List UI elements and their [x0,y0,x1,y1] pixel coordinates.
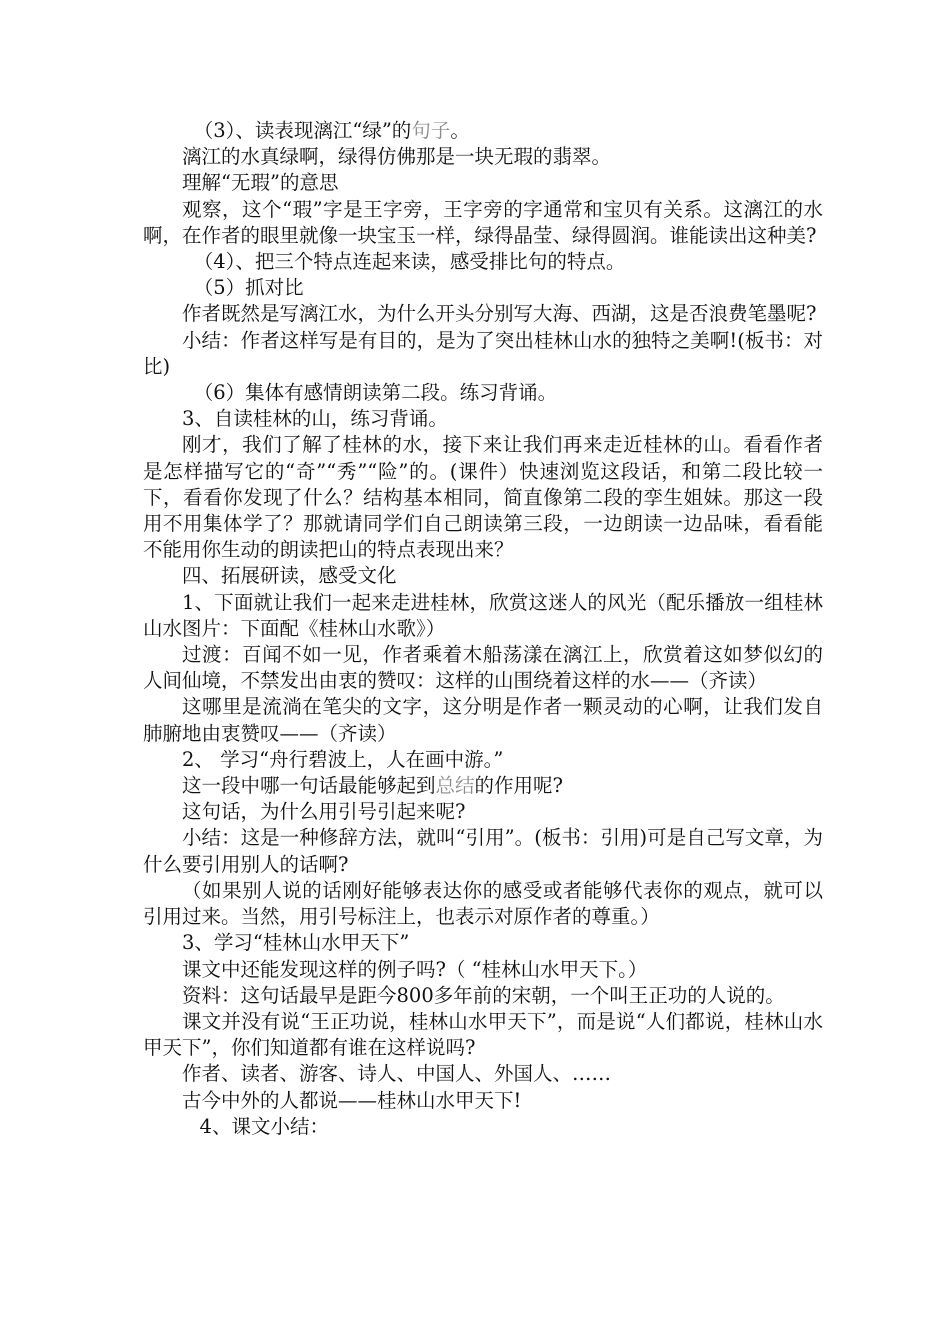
paragraph-5: （4）、把三个特点连起来读，感受排比句的特点。 [193,250,626,274]
paragraph-19: 小结：这是一种修辞方法，就叫“引用”。(板书：引用)可是自己写文章，为什么要引用别人的话啊? [143,826,823,876]
paragraph-1-tail: 。 [450,119,470,142]
paragraph-1-highlight: 句子 [411,119,451,142]
paragraph-26: 古今中外的人都说——桂林山水甲天下! [182,1088,522,1112]
paragraph-2: 漓江的水真绿啊，绿得仿佛那是一块无瑕的翡翠。 [182,145,612,169]
paragraph-24: 课文并没有说“王正功说，桂林山水甲天下”，而是说“人们都说，桂林山水甲天下”，你们知道都有谁在这样说吗? [143,1009,823,1060]
paragraph-1 [143,118,823,144]
paragraph-17-lead: 这一段中哪一句话最能够起到 [182,774,436,798]
paragraph-9: （6）集体有感情朗读第二段。练习背诵。 [193,381,558,405]
paragraph-13: 1、下面就让我们一起来走进桂林，欣赏这迷人的风光（配乐播放一组桂林山水图片：下面配《桂林山水歌》） [143,590,823,640]
paragraph-22: 课文中还能发现这样的例子吗?（ “桂林山水甲天下。） [182,957,648,981]
document-page [143,118,823,1140]
paragraph-15: 这哪里是流淌在笔尖的文字，这分明是作者一颗灵动的心啊，让我们发自肺腑地由衷赞叹——（齐读） [143,695,823,745]
paragraph-18: 这句话，为什么用引号引起来呢? [182,800,466,824]
paragraph-25: 作者、读者、游客、诗人、中国人、外国人、…… [182,1062,612,1086]
paragraph-10: 3、自读桂林的山，练习背诵。 [182,407,448,431]
paragraph-1-lead: （3）、读表现漓江“绿”的 [193,119,412,142]
paragraph-17 [143,773,823,799]
paragraph-23: 资料：这句话最早是距今800多年前的宋朝，一个叫王正功的人说的。 [182,983,785,1007]
paragraph-6: （5）抓对比 [193,276,304,300]
paragraph-21: 3、学习“桂林山水甲天下” [182,931,410,955]
paragraph-16: 2、 学习“舟行碧波上，人在画中游。” [182,747,504,771]
paragraph-27: 4、课文小结： [199,1114,329,1138]
paragraph-12: 四、拓展研读，感受文化 [182,564,397,588]
paragraph-8: 小结：作者这样写是有目的，是为了突出桂林山水的独特之美啊!(板书：对比) [143,328,823,378]
paragraph-17-tail: 的作用呢? [474,774,563,798]
paragraph-17-highlight: 总结 [435,774,475,798]
paragraph-3: 理解“无瑕”的意思 [182,171,339,195]
paragraph-4: 观察，这个“瑕”字是王字旁，王字旁的字通常和宝贝有关系。这漓江的水啊，在作者的眼里就像一块宝玉一样，绿得晶莹、绿得圆润。谁能读出这种美? [143,197,823,247]
paragraph-20: （如果别人说的话刚好能够表达你的感受或者能够代表你的观点，就可以引用过来。当然，用引号标注上，也表示对原作者的尊重。） [143,878,823,929]
paragraph-11: 刚才，我们了解了桂林的水，接下来让我们再来走近桂林的山。看看作者是怎样描写它的“奇”“秀”“险”的。(课件）快速浏览这段话，和第二段比较一下，看看你发现了什么？结构基本相同，简直像第二段的孪生姐妹。那这一段用不用集体学了？那就请同学们自己朗读第三段，一边朗读一边品味，看看能不能用你生动的朗读把山的特点表现出来？ [143,433,823,562]
paragraph-7: 作者既然是写漓江水，为什么开头分别写大海、西湖，这是否浪费笔墨呢? [182,302,817,326]
paragraph-14: 过渡：百闻不如一见，作者乘着木船荡漾在漓江上，欣赏着这如梦似幻的人间仙境，不禁发出由衷的赞叹：这样的山围绕着这样的水——（齐读） [143,643,823,693]
